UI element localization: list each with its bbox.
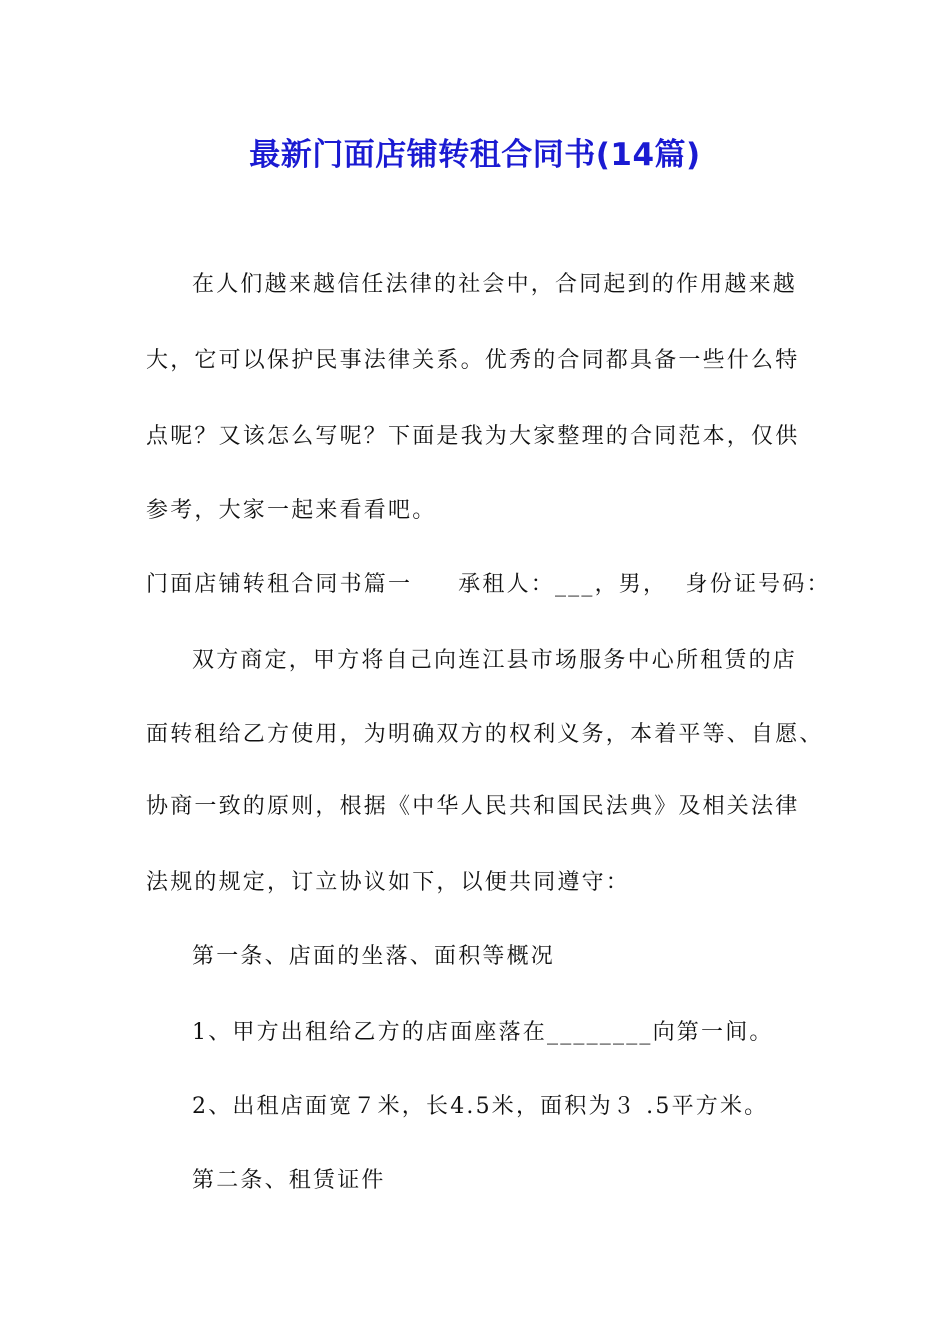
clause-line: 1、甲方出租给乙方的店面座落在________向第一间。 (192, 1020, 774, 1045)
paragraph-line: 法规的规定，订立协议如下，以便共同遵守： (146, 870, 631, 895)
paragraph-line: 参考，大家一起来看看吧。 (146, 498, 437, 523)
section-heading-line: 门面店铺转租合同书篇一 承租人：___，男， 身份证号码： (146, 572, 831, 597)
paragraph-line: 点呢？又该怎么写呢？下面是我为大家整理的合同范本，仅供 (146, 424, 800, 449)
paragraph-line: 大，它可以保护民事法律关系。优秀的合同都具备一些什么特 (146, 348, 800, 373)
paragraph-line: 在人们越来越信任法律的社会中，合同起到的作用越来越 (192, 272, 798, 297)
paragraph-line: 面转租给乙方使用，为明确双方的权利义务，本着平等、自愿、 (146, 722, 824, 747)
document-title: 最新门面店铺转租合同书(14篇) (249, 137, 701, 173)
paragraph-line: 协商一致的原则，根据《中华人民共和国民法典》及相关法律 (146, 794, 800, 819)
article-heading: 第一条、店面的坐落、面积等概况 (192, 944, 556, 969)
paragraph-line: 双方商定，甲方将自己向连江县市场服务中心所租赁的店 (192, 648, 798, 673)
article-heading: 第二条、租赁证件 (192, 1168, 386, 1193)
clause-line: 2、出租店面宽７米，长4.5米，面积为３ .5平方米。 (192, 1094, 769, 1119)
